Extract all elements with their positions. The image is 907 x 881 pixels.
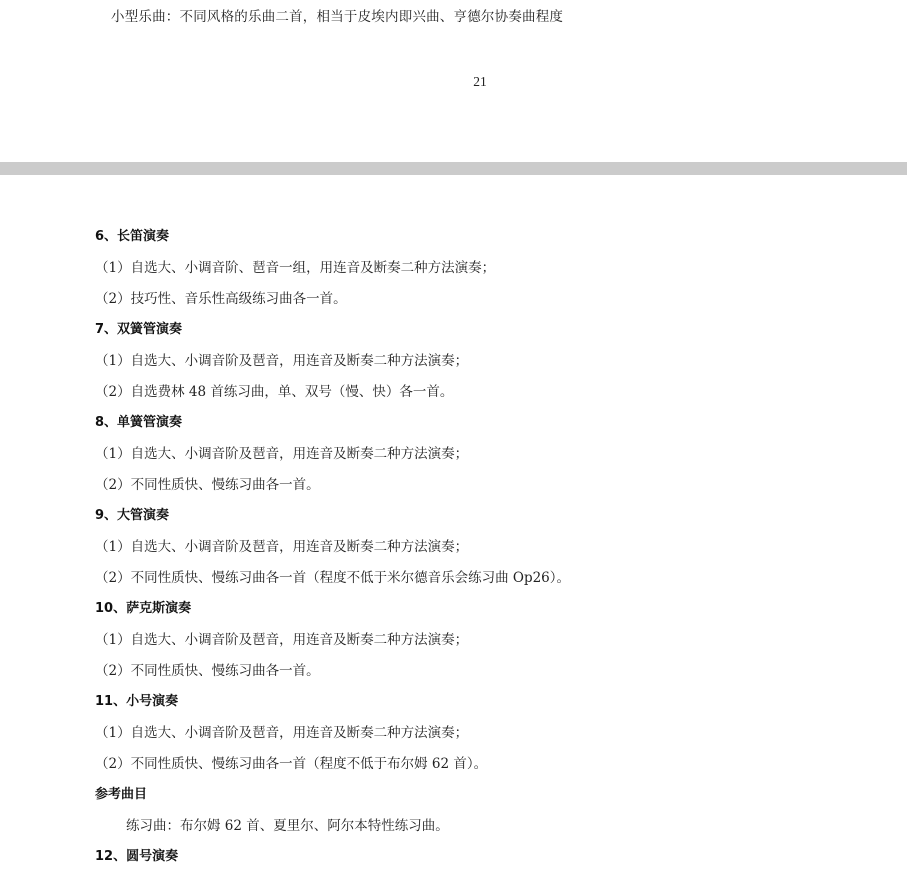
section-heading-flute: 6、长笛演奏 xyxy=(95,229,170,244)
list-item: （2）不同性质快、慢练习曲各一首。 xyxy=(95,477,320,493)
reference-repertoire-heading: 参考曲目 xyxy=(95,787,148,802)
list-item: （2）不同性质快、慢练习曲各一首（程度不低于米尔德音乐会练习曲 Op26）。 xyxy=(95,570,571,586)
list-item: （1）自选大、小调音阶、琶音一组，用连音及断奏二种方法演奏； xyxy=(95,260,496,276)
reference-etudes-line: 练习曲：布尔姆 62 首、夏里尔、阿尔本特性练习曲。 xyxy=(126,818,449,834)
lower-page xyxy=(0,175,907,881)
upper-page xyxy=(0,0,907,162)
section-heading-bassoon: 9、大管演奏 xyxy=(95,508,170,523)
list-item: （2）不同性质快、慢练习曲各一首（程度不低于布尔姆 62 首）。 xyxy=(95,756,488,772)
list-item: （1）自选大、小调音阶及琶音，用连音及断奏二种方法演奏； xyxy=(95,539,469,555)
page-number: 21 xyxy=(473,74,487,89)
section-heading-saxophone: 10、萨克斯演奏 xyxy=(95,601,192,616)
list-item: （2）技巧性、音乐性高级练习曲各一首。 xyxy=(95,291,347,307)
list-item: （1）自选大、小调音阶及琶音，用连音及断奏二种方法演奏； xyxy=(95,446,469,462)
section-heading-trumpet: 11、小号演奏 xyxy=(95,694,179,709)
section-heading-clarinet: 8、单簧管演奏 xyxy=(95,415,183,430)
list-item: （1）自选大、小调音阶及琶音，用连音及断奏二种方法演奏； xyxy=(95,725,469,741)
list-item: （2）自选费林 48 首练习曲，单、双号（慢、快）各一首。 xyxy=(95,384,454,400)
page-separator xyxy=(0,162,907,175)
list-item: （1）自选大、小调音阶及琶音，用连音及断奏二种方法演奏； xyxy=(95,632,469,648)
document-body xyxy=(95,227,885,878)
section-heading-horn: 12、圆号演奏 xyxy=(95,849,179,864)
list-item: （1）自选大、小调音阶及琶音，用连音及断奏二种方法演奏； xyxy=(95,353,469,369)
list-item: （2）不同性质快、慢练习曲各一首。 xyxy=(95,663,320,679)
upper-page-text-line: 小型乐曲：不同风格的乐曲二首，相当于皮埃内即兴曲、亨德尔协奏曲程度 xyxy=(111,9,564,25)
section-heading-oboe: 7、双簧管演奏 xyxy=(95,322,183,337)
